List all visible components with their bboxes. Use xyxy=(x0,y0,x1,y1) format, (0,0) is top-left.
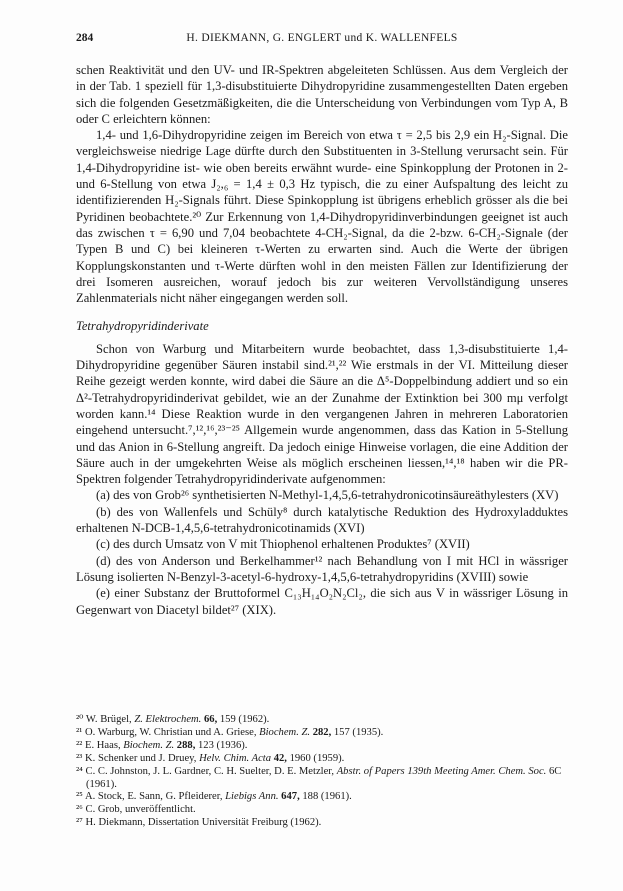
paragraph-2: 1,4- und 1,6-Dihydropyridine zeigen im Bereich von etwa τ = 2,5 bis 2,9 ein H₂-Signal. Die vergleichsweise niedrige Lage dürfte durch den Substituenten in 3-Stellung verursacht sein. Für 1,4-Dihydropyridine ist- wie oben bereits erwähnt wurde- eine Spinkopplung der Protonen in 2- und 6-Stellung von etwa J₂,₆ = 1,4 ± 0,3 Hz typisch, die zu einer Aufspaltung des leicht zu identifizierenden H₂-Signals führt. Diese Spinkopplung ist übrigens erheblich grösser als die bei Pyridinen beobachtete.²⁰ Zur Erkennung von 1,4-Dihydropyridinverbindungen geeignet ist auch das zwischen τ = 6,90 und 7,04 beobachtete 4-CH₂-Signal, da die 2-bzw. 6-CH₂-Signale (der Typen B und C) bei kleineren τ-Werten zu erwarten sind. Auch die Werte der übrigen Kopplungskonstanten und τ-Werte dürften wohl in den meisten Fällen zur Identifizierung der drei Isomeren ausreichen, worauf jedoch bis zur weiteren Vervollständigung unseres Zahlenmaterials nicht näher eingegangen werden soll. xyxy=(76,128,568,306)
journal-name: Biochem. Z. xyxy=(123,739,175,751)
footnote: ²³ K. Schenker und J. Druey, Helv. Chim. Acta 42, 1960 (1959). xyxy=(76,752,345,764)
journal-name: Biochem. Z. xyxy=(259,726,311,738)
volume: 647, xyxy=(278,791,300,803)
running-authors: H. DIEKMANN, G. ENGLERT und K. WALLENFELS xyxy=(186,32,458,44)
paragraph-3: Schon von Warburg und Mitarbeitern wurde beobachtet, dass 1,3-disubstituierte 1,4-Dihydropyridine gegenüber Säuren instabil sind.²¹,²² Wie erstmals in der VI. Mitteilung dieser Reihe gezeigt werden konnte, wird dabei die Säure an die Δ⁵-Doppelbindung addiert und so ein Δ²-Tetrahydropyridinderivat gebildet, wie an der Zunahme der Extinktion bei 300 mμ verfolgt worden kann.¹⁴ Diese Reaktion wurde in den vergangenen Jahren in mehreren Laboratorien eingehend untersucht.⁷,¹²,¹⁶,²³⁻²⁵ Allgemein wurde angenommen, dass das Kation in 5-Stellung und das Anion in 6-Stellung angreift. Da jedoch einige Hinweise vorlagen, die eine Addition der Säure auch in der umgekehrten Weise als möglich erscheinen liessen,¹⁴,¹⁸ haben wir die PR-Spektren folgender Tetrahydropyridinderivate aufgenommen: xyxy=(76,341,568,487)
list-item-e: (e) einer Substanz der Bruttoformel C₁₃H₁₄O₂N₂Cl₂, die sich aus V in wässriger Lösung in Gegenwart von Diacetyl bildet²⁷ (XIX). xyxy=(76,586,568,617)
footnote-mark: ²⁴ xyxy=(76,765,83,777)
running-header xyxy=(76,32,568,48)
list-item-a: (a) des von Grob²⁶ synthetisierten N-Methyl-1,4,5,6-tetrahydronicotinsäureäthylesters (XV) xyxy=(96,488,559,503)
journal-name: Abstr. of Papers 139th Meeting Amer. Chem. Soc. xyxy=(336,765,547,777)
footnote: ²⁶ C. Grob, unveröffentlicht. xyxy=(76,804,196,816)
footnote-mark: ²⁵ xyxy=(76,791,83,803)
footnotes xyxy=(76,714,568,830)
volume: 288, xyxy=(174,739,196,751)
volume: 66, xyxy=(201,714,218,725)
footnote-mark: ²³ xyxy=(76,752,83,764)
paragraph-1: schen Reaktivität und den UV- und IR-Spektren abgeleiteten Schlüssen. Aus dem Vergleich der in der Tab. 1 speziell für 1,3-disubstituierte Dihydropyridine zusammengestellten Daten ergeben sich die folgenden Gesetzmäßigkeiten, die die Unterscheidung von Verbindungen vom Typ A, B oder C erleichtern können: xyxy=(76,63,568,126)
footnote-mark: ²¹ xyxy=(76,726,83,738)
footnote-mark: ²² xyxy=(76,739,83,751)
footnote: ²¹ O. Warburg, W. Christian und A. Griese, Biochem. Z. 282, 157 (1935). xyxy=(76,726,384,738)
list-item-d: (d) des von Anderson und Berkelhammer¹² nach Behandlung von I mit HCl in wässriger Lösung isolierten N-Benzyl-3-acetyl-6-hydroxy-1,4,5,6-tetrahydropyridins (XVIII) sowie xyxy=(76,553,568,584)
list-item-c: (c) des durch Umsatz von V mit Thiophenol erhaltenen Produktes⁷ (XVII) xyxy=(96,537,470,552)
journal-name: Liebigs Ann. xyxy=(225,791,279,803)
section-heading: Tetrahydropyridinderivate xyxy=(76,319,209,334)
footnote: ²² E. Haas, Biochem. Z. 288, 123 (1936). xyxy=(76,739,248,751)
journal-name: Z. Elektrochem. xyxy=(134,714,202,725)
footnote: ²⁴ C. C. Johnston, J. L. Gardner, C. H. Suelter, D. E. Metzler, Abstr. of Papers 139th Meeting Amer. Chem. Soc. 6C (1961). xyxy=(76,765,562,790)
volume: 282, xyxy=(310,726,332,738)
footnote-mark: ²⁶ xyxy=(76,804,83,816)
footnote-mark: ²⁰ xyxy=(76,714,84,725)
journal-name: Helv. Chim. Acta xyxy=(199,752,272,764)
footnote: ²⁰ W. Brügel, Z. Elektrochem. 66, 159 (1962). xyxy=(76,714,270,725)
body-text xyxy=(76,62,568,618)
volume: 42, xyxy=(271,752,287,764)
footnote-mark: ²⁷ xyxy=(76,817,83,829)
page-number: 284 xyxy=(76,32,94,44)
footnote: ²⁷ H. Diekmann, Dissertation Universität Freiburg (1962). xyxy=(76,817,322,829)
footnote: ²⁵ A. Stock, E. Sann, G. Pfleiderer, Liebigs Ann. 647, 188 (1961). xyxy=(76,791,352,803)
list-item-b: (b) des von Wallenfels und Schüly⁸ durch katalytische Reduktion des Hydroxyladduktes erhaltenen N-DCB-1,4,5,6-tetrahydronicotinamids (XVI) xyxy=(76,504,568,536)
